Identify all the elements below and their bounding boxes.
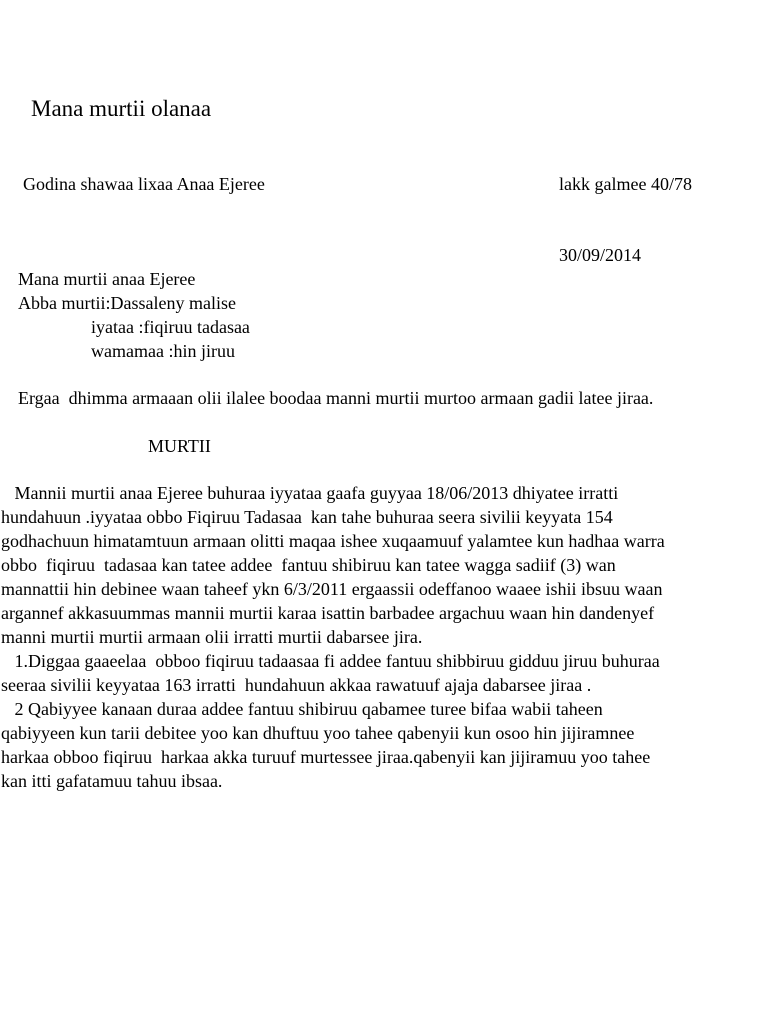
body-line: hundahuun .iyyataa obbo Fiqiruu Tadasaa kan tahe buhuraa seera sivilii keyyata 154 — [1, 507, 613, 527]
section-heading: MURTII — [148, 436, 211, 456]
body-line: kan itti gafatamuu tahuu ibsaa. — [1, 771, 223, 791]
body-line: obbo fiqiruu tadasaa kan tatee addee fantuu shibiruu kan tatee wagga sadiif (3) wan — [1, 555, 616, 575]
judgment-body — [1, 481, 761, 793]
body-line: 1.Diggaa gaaeelaa obboo fiqiruu tadaasaa fi addee fantuu shibbiruu gidduu jiruu buhuraa — [1, 651, 660, 671]
header-left: Godina shawaa lixaa Anaa Ejeree — [23, 174, 265, 194]
court-name: Mana murtii anaa Ejeree — [18, 269, 196, 289]
body-line: mannattii hin debinee waan taheef ykn 6/3/2011 ergaassii odeffanoo waaee ishii ibsuu waan — [1, 579, 663, 599]
judge-line: Abba murtii:Dassaleny malise — [18, 293, 236, 313]
body-line: manni murtii murtii armaan olii irratti murtii dabarsee jira. — [1, 627, 423, 647]
file-number: lakk galmee 40/78 — [559, 174, 692, 194]
body-line: Mannii murtii anaa Ejeree buhuraa iyyataa gaafa guyyaa 18/06/2013 dhiyatee irratti — [1, 483, 619, 503]
body-line: seeraa sivilii keyyataa 163 irratti hundahuun akkaa rawatuuf ajaja dabarsee jiraa . — [1, 675, 592, 695]
body-line: 2 Qabiyyee kanaan duraa addee fantuu shibiruu qabamee turee bifaa wabii taheen — [1, 699, 603, 719]
plaintiff-line: iyataa :fiqiruu tadasaa — [91, 317, 250, 337]
defendant-line: wamamaa :hin jiruu — [91, 341, 235, 361]
document-title: Mana murtii olanaa — [31, 96, 212, 121]
document-date: 30/09/2014 — [559, 245, 642, 265]
body-line: qabiyyeen kun tarii debitee yoo kan dhuftuu yoo tahee qabenyii kun osoo hin jijiramnee — [1, 723, 635, 743]
intro-paragraph: Ergaa dhimma armaaan olii ilalee boodaa manni murtii murtoo armaan gadii latee jiraa. — [18, 388, 654, 408]
body-line: argannef akkasuummas mannii murtii karaa isattin barbadee argachuu waan hin dandenyef — [1, 603, 655, 623]
body-line: harkaa obboo fiqiruu harkaa akka turuuf murtessee jiraa.qabenyii kan jijiramuu yoo tahee — [1, 747, 651, 767]
body-line: godhachuun himatamtuun armaan olitti maqaa ishee xuqaamuuf yalamtee kun hadhaa warra — [1, 531, 665, 551]
